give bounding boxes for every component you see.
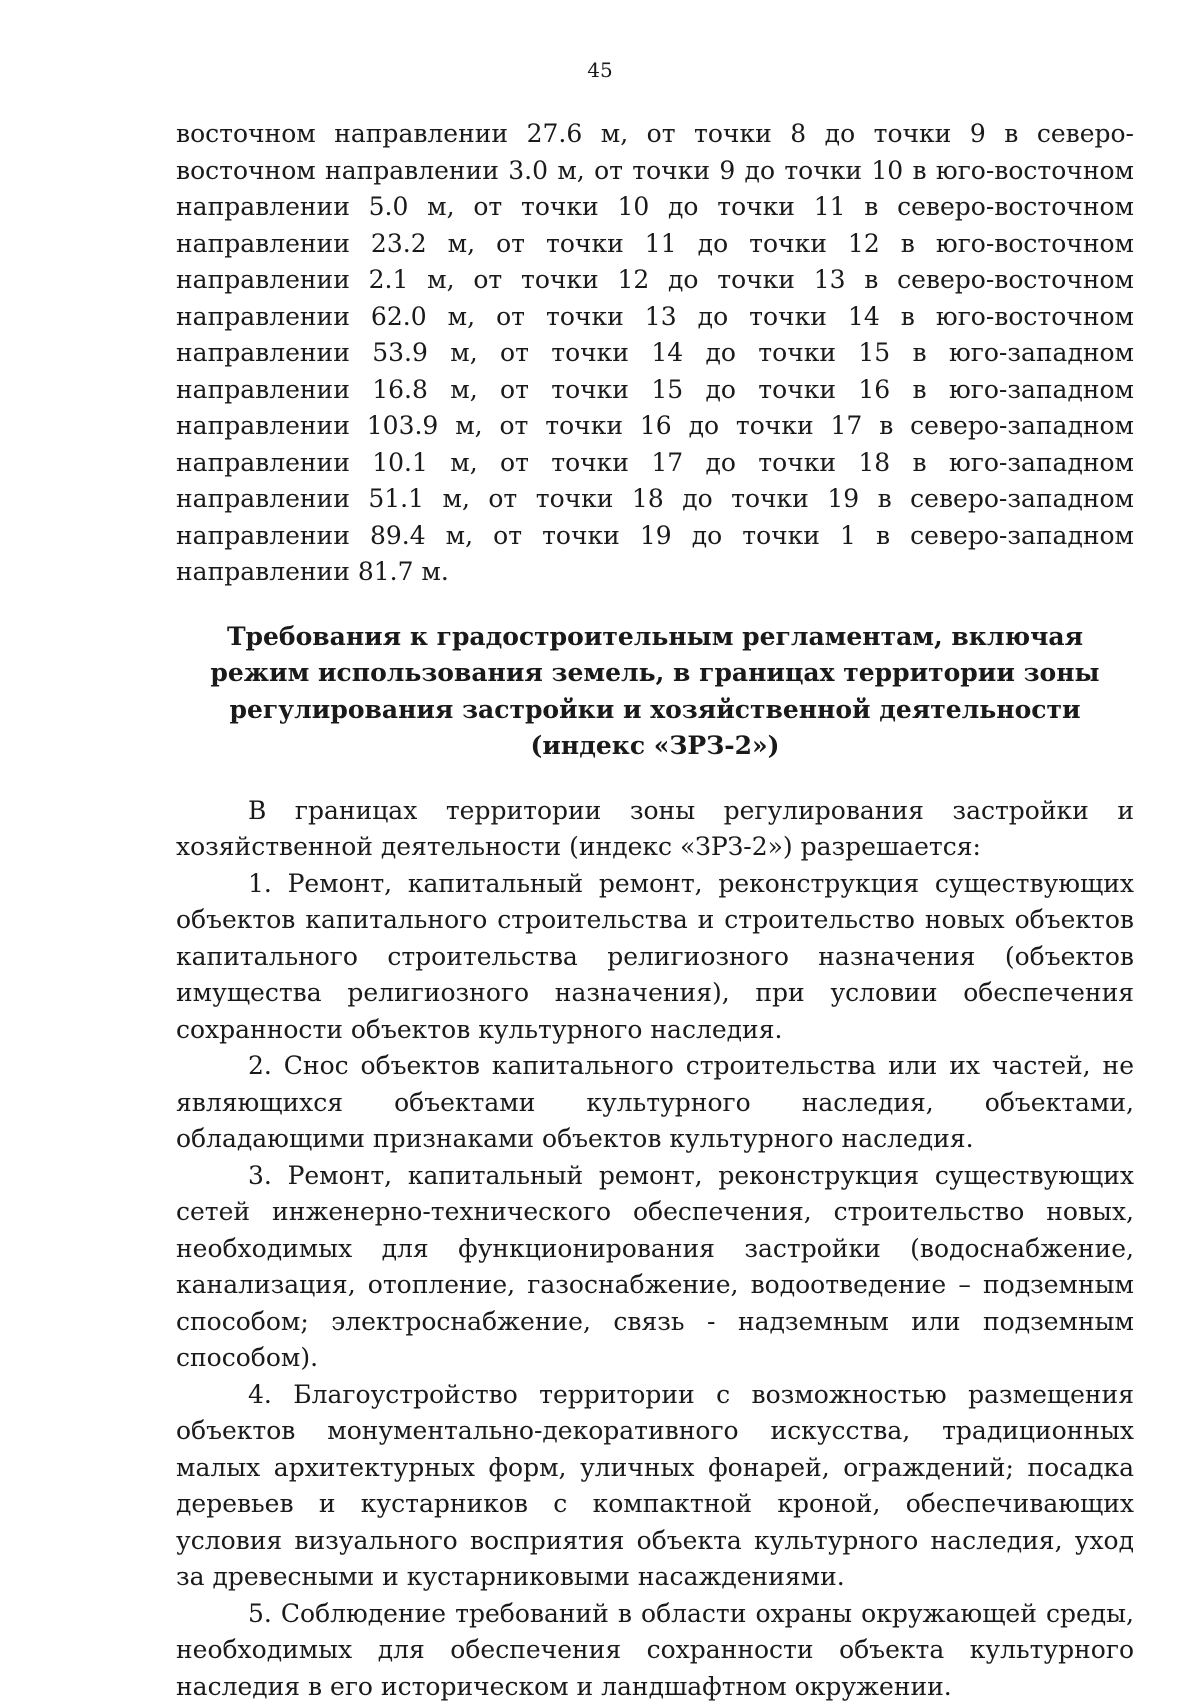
intro-paragraph: восточном направлении 27.6 м, от точки 8 до точки 9 в северо-восточном направлении 3.0 м, от точки 9 до точки 10 в юго-восточном направлении 5.0 м, от точки 10 до точки 11 в северо-восточном направлении 23.2 м, от точки 11 до точки 12 в юго-восточном направлении 2.1 м, от точки 12 до точки 13 в северо-восточном направлении 62.0 м, от точки 13 до точки 14 в юго-восточном направлении 53.9 м, от точки 14 до точки 15 в юго-западном направлении 16.8 м, от точки 15 до точки 16 в юго-западном направлении 103.9 м, от точки 16 до точки 17 в северо-западном направлении 10.1 м, от точки 17 до точки 18 в юго-западном направлении 51.1 м, от точки 18 до точки 19 в северо-западном направлении 89.4 м, от точки 19 до точки 1 в северо-западном направлении 81.7 м. — [176, 116, 1134, 591]
list-item-2: 2. Снос объектов капитального строительства или их частей, не являющихся объектами культурного наследия, объектами, обладающими признаками объектов культурного наследия. — [176, 1048, 1134, 1158]
page-number: 45 — [0, 58, 1200, 82]
section-heading: Требования к градостроительным регламентам, включая режим использования земель, в границах территории зоны регулирования застройки и хозяйственной деятельности (индекс «ЗРЗ-2») — [176, 619, 1134, 765]
list-item-1: 1. Ремонт, капитальный ремонт, реконструкция существующих объектов капитального строительства и строительство новых объектов капитального строительства религиозного назначения (объектов имущества религиозного назначения), при условии обеспечения сохранности объектов культурного наследия. — [176, 866, 1134, 1049]
section-lead-paragraph: В границах территории зоны регулирования застройки и хозяйственной деятельности (индекс «ЗРЗ-2») разрешается: — [176, 793, 1134, 866]
page-content — [176, 116, 1134, 1705]
list-item-4: 4. Благоустройство территории с возможностью размещения объектов монументально-декоративного искусства, традиционных малых архитектурных форм, уличных фонарей, ограждений; посадка деревьев и кустарников с компактной кроной, обеспечивающих условия визуального восприятия объекта культурного наследия, уход за древесными и кустарниковыми насаждениями. — [176, 1377, 1134, 1596]
list-item-3: 3. Ремонт, капитальный ремонт, реконструкция существующих сетей инженерно-технического обеспечения, строительство новых, необходимых для функционирования застройки (водоснабжение, канализация, отопление, газоснабжение, водоотведение – подземным способом; электроснабжение, связь - надземным или подземным способом). — [176, 1158, 1134, 1377]
list-item-5: 5. Соблюдение требований в области охраны окружающей среды, необходимых для обеспечения сохранности объекта культурного наследия в его историческом и ландшафтном окружении. — [176, 1596, 1134, 1705]
